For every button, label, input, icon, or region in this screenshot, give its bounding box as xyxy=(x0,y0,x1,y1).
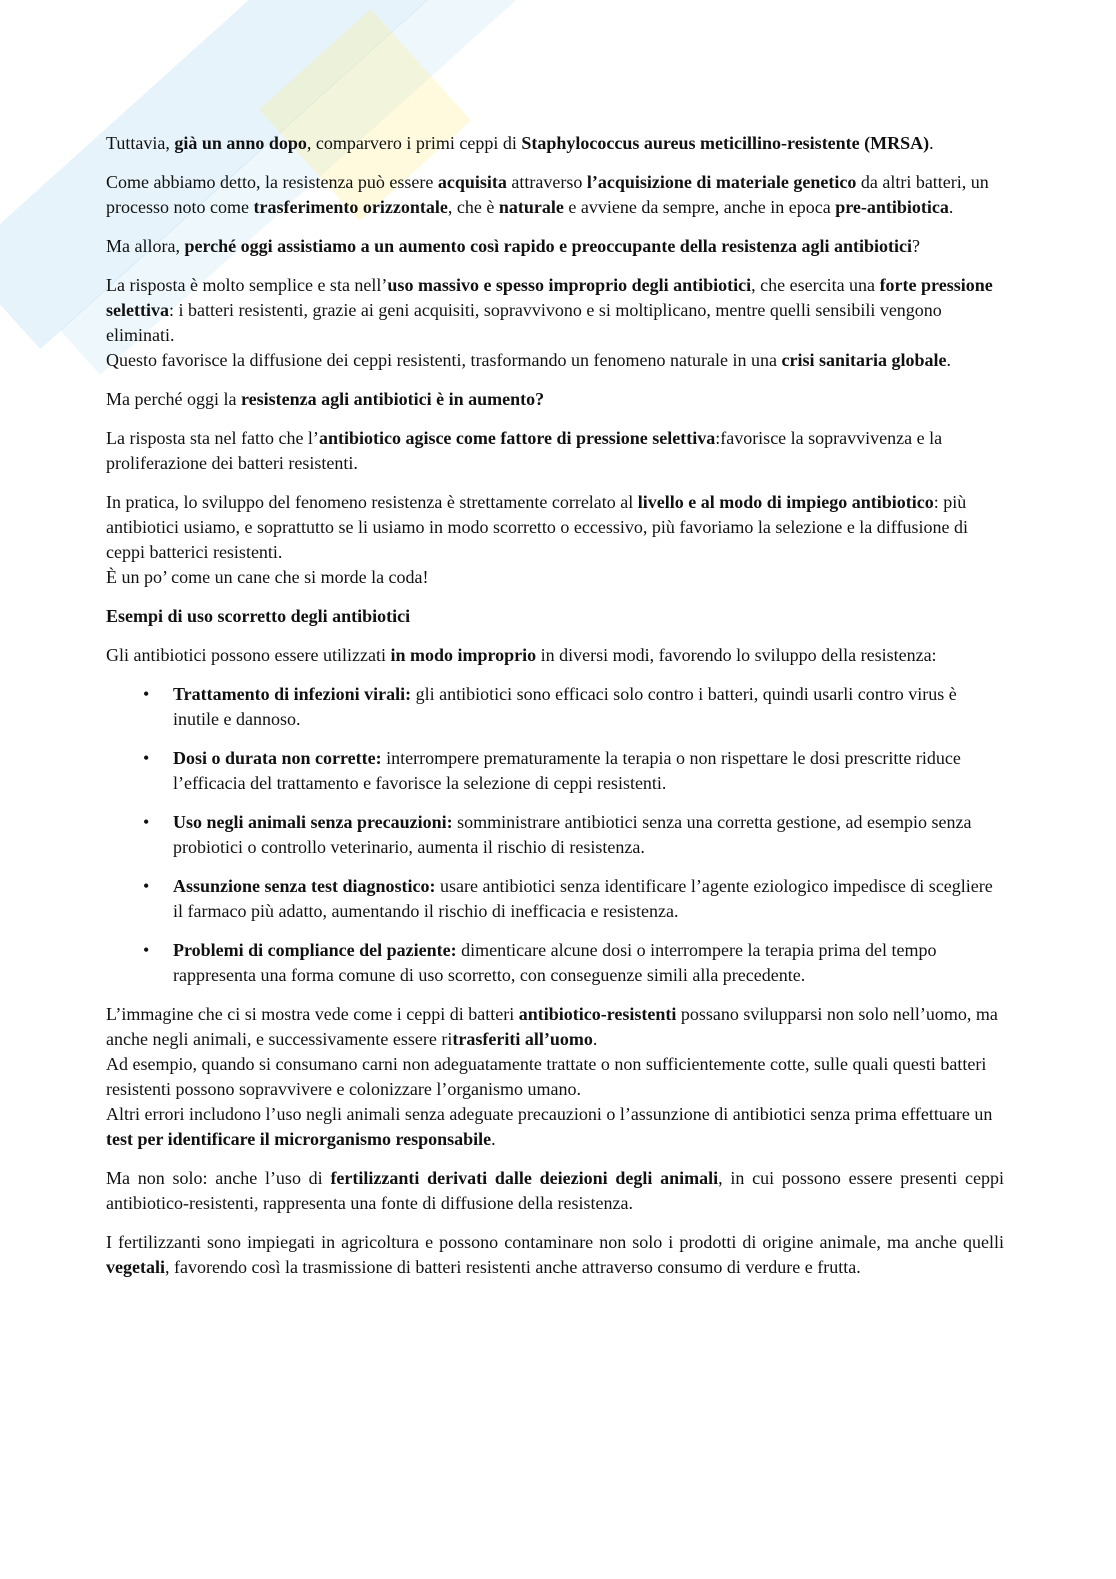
bold-text: Assunzione senza test diagnostico: xyxy=(173,876,436,896)
bold-text: l’acquisizione di materiale genetico xyxy=(586,172,857,192)
text-run: L’immagine che ci si mostra vede come i ceppi di batteri xyxy=(106,1004,519,1024)
text-run: Ma non solo: anche l’uso di xyxy=(106,1168,331,1188)
paragraph xyxy=(106,170,1004,220)
text-run: In pratica, lo sviluppo del fenomeno resistenza è strettamente correlato al xyxy=(106,492,638,512)
text-run: Ad esempio, quando si consumano carni non adeguatamente trattate o non sufficientemente cotte, sulle quali questi batteri resistenti possono sopravvivere e colonizzare l’organismo umano. xyxy=(106,1054,987,1099)
text-run: È un po’ come un cane che si morde la coda! xyxy=(106,567,429,587)
section-heading: Esempi di uso scorretto degli antibiotici xyxy=(106,606,411,626)
text-run: interrompere prematuramente la terapia o non rispettare le dosi prescritte riduce l’efficacia del trattamento e favorisce la selezione di ceppi resistenti. xyxy=(173,748,961,793)
text-run: : più antibiotici usiamo, e soprattutto se li usiamo in modo scorretto o eccessivo, più favoriamo la selezione e la diffusione di ceppi batterici resistenti. xyxy=(106,492,968,562)
text-run: , che è xyxy=(447,197,499,217)
text-run: , che esercita una xyxy=(751,275,880,295)
text-run: e avviene da sempre, anche in epoca xyxy=(563,197,836,217)
paragraph xyxy=(106,426,1004,476)
text-run: da altri batteri, un processo noto come xyxy=(106,172,989,217)
text-run: , favorendo così la trasmissione di batteri resistenti anche attraverso consumo di verdure e frutta. xyxy=(164,1257,861,1277)
bold-text: crisi sanitaria globale xyxy=(781,350,947,370)
text-run: Gli antibiotici possono essere utilizzati xyxy=(106,645,391,665)
text-run: Ma allora, xyxy=(106,236,185,256)
bold-text: pre-antibiotica xyxy=(835,197,949,217)
text-run: , comparvero i primi ceppi di xyxy=(306,133,522,153)
text-run: somministrare antibiotici senza una corretta gestione, ad esempio senza probiotici o controllo veterinario, aumenta il rischio di resistenza. xyxy=(173,812,972,857)
closing-paragraphs xyxy=(106,1002,1004,1280)
list-item xyxy=(173,938,1004,988)
bold-text: test per identificare il microrganismo responsabile xyxy=(106,1129,492,1149)
bold-text: forte pressione selettiva xyxy=(106,275,993,320)
bold-text: trasferiti all’uomo xyxy=(452,1029,593,1049)
bold-text: trasferimento orizzontale xyxy=(253,197,448,217)
bold-text: Problemi di compliance del paziente: xyxy=(173,940,457,960)
text-run: ? xyxy=(911,236,920,256)
intro-paragraph xyxy=(106,643,1004,668)
text-run: . xyxy=(929,133,934,153)
bold-text: acquisita xyxy=(437,172,507,192)
text-run: attraverso xyxy=(506,172,587,192)
bold-text: in modo improprio xyxy=(390,645,537,665)
text-run: Altri errori includono l’uso negli animali senza adeguate precauzioni o l’assunzione di antibiotici senza prima effettuare un xyxy=(106,1104,993,1124)
list-item xyxy=(173,746,1004,796)
bold-text: antibiotico agisce come fattore di pressione selettiva xyxy=(318,428,716,448)
paragraphs xyxy=(106,131,1004,590)
text-run: . xyxy=(946,350,951,370)
bold-text: uso massivo e spesso improprio degli antibiotici xyxy=(387,275,752,295)
text-run: :favorisce la sopravvivenza e la proliferazione dei batteri resistenti. xyxy=(106,428,943,473)
paragraph xyxy=(106,490,1004,590)
bold-text: fertilizzanti derivati dalle deiezioni degli animali xyxy=(330,1168,719,1188)
paragraph xyxy=(106,1230,1004,1280)
bold-text: vegetali xyxy=(106,1257,165,1277)
list-item xyxy=(173,874,1004,924)
bold-text: resistenza agli antibiotici è in aumento? xyxy=(240,389,545,409)
paragraph xyxy=(106,131,1004,156)
bold-text: livello e al modo di impiego antibiotico xyxy=(637,492,934,512)
text-run: dimenticare alcune dosi o interrompere la terapia prima del tempo rappresenta una forma comune di uso scorretto, con conseguenze simili alla precedente. xyxy=(173,940,937,985)
bold-text: Trattamento di infezioni virali: xyxy=(173,684,412,704)
text-run: usare antibiotici senza identificare l’agente eziologico impedisce di scegliere il farmaco più adatto, aumentando il rischio di inefficacia e resistenza. xyxy=(173,876,993,921)
bold-text: Staphylococcus aureus meticillino-resistente (MRSA) xyxy=(521,133,930,153)
text-run: Questo favorisce la diffusione dei ceppi resistenti, trasformando un fenomeno naturale in una xyxy=(106,350,782,370)
bold-text: Dosi o durata non corrette: xyxy=(173,748,382,768)
text-run: possano svilupparsi non solo nell’uomo, ma anche negli animali, e successivamente essere ri xyxy=(106,1004,998,1049)
bold-text: perché oggi assistiamo a un aumento così rapido e preoccupante della resistenza agli antibiotici xyxy=(184,236,912,256)
paragraph xyxy=(106,1002,1004,1152)
paragraph xyxy=(106,1166,1004,1216)
text-run: Tuttavia, xyxy=(106,133,175,153)
bold-text: naturale xyxy=(498,197,564,217)
text-run: La risposta è molto semplice e sta nell’ xyxy=(106,275,388,295)
text-run: Ma perché oggi la xyxy=(106,389,241,409)
text-run: I fertilizzanti sono impiegati in agricoltura e possono contaminare non solo i prodotti di origine animale, ma anche quelli xyxy=(106,1232,1004,1252)
text-run: gli antibiotici sono efficaci solo contro i batteri, quindi usarli contro virus è inutile e dannoso. xyxy=(173,684,957,729)
text-run: La risposta sta nel fatto che l’ xyxy=(106,428,319,448)
paragraph xyxy=(106,273,1004,373)
text-run: in diversi modi, favorendo lo sviluppo della resistenza: xyxy=(536,645,937,665)
list-item xyxy=(173,682,1004,732)
text-run: Come abbiamo detto, la resistenza può essere xyxy=(106,172,438,192)
paragraph xyxy=(106,387,1004,412)
bullet-list xyxy=(106,682,1004,988)
bold-text: antibiotico-resistenti xyxy=(518,1004,677,1024)
text-run: . xyxy=(948,197,954,217)
text-run: . xyxy=(592,1029,598,1049)
text-run: : i batteri resistenti, grazie ai geni acquisiti, sopravvivono e si moltiplicano, mentre quelli sensibili vengono eliminati. xyxy=(106,300,942,345)
paragraph xyxy=(106,234,1004,259)
list-item xyxy=(173,810,1004,860)
document-body xyxy=(106,131,1004,1294)
bold-text: già un anno dopo xyxy=(174,133,307,153)
bold-text: Uso negli animali senza precauzioni: xyxy=(173,812,453,832)
text-run: . xyxy=(491,1129,496,1149)
text-run: , in cui possono essere presenti ceppi antibiotico-resistenti, rappresenta una fonte di diffusione della resistenza. xyxy=(106,1168,1004,1213)
